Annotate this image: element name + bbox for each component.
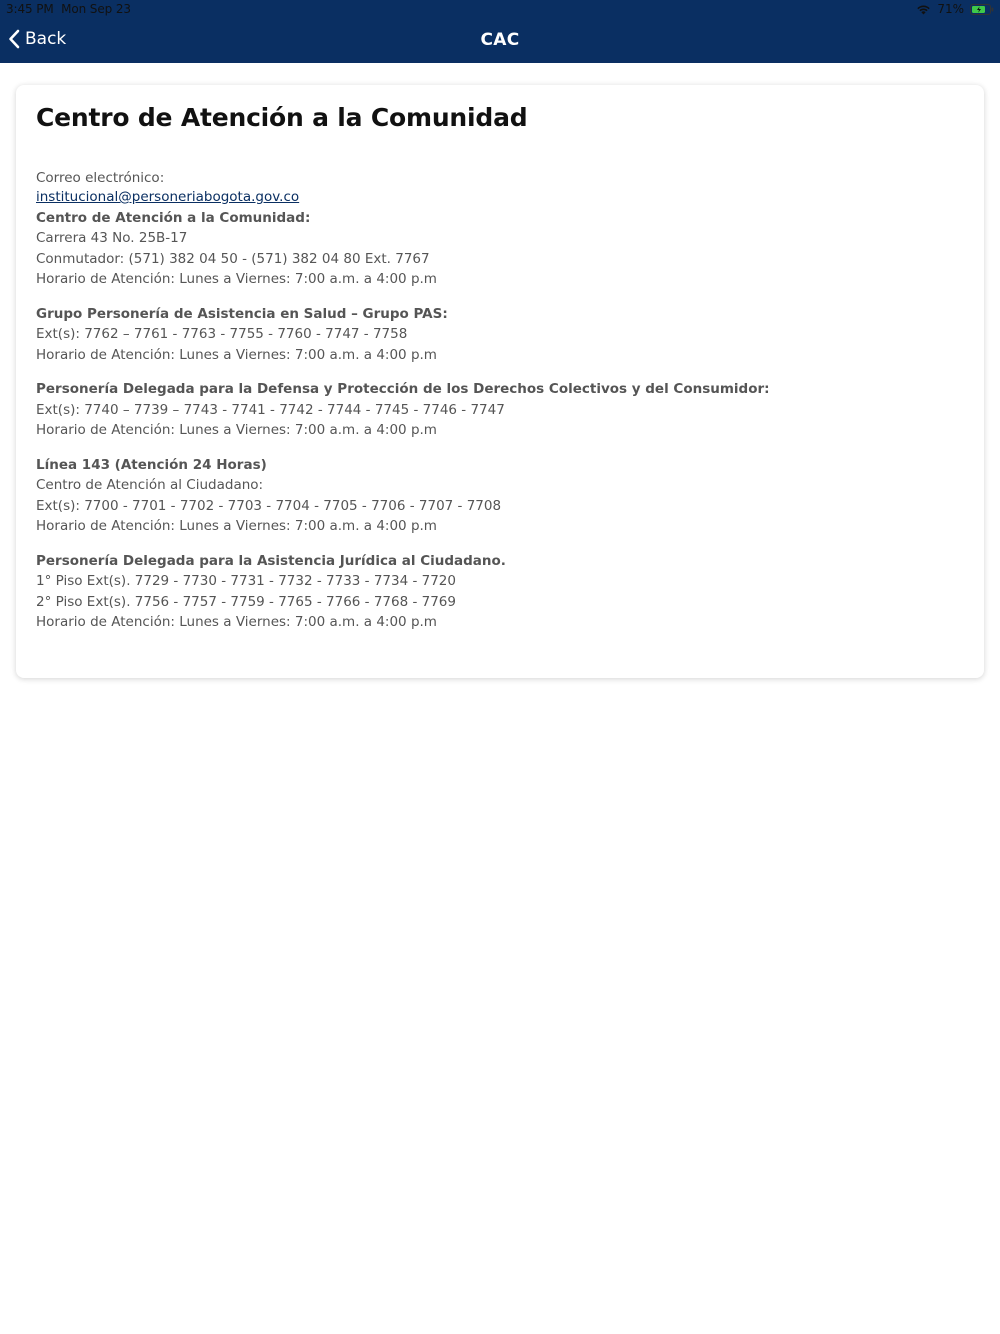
section-line: 1° Piso Ext(s). 7729 - 7730 - 7731 - 7732 - 7733 - 7734 - 7720 (36, 573, 456, 589)
section-heading: Línea 143 (Atención 24 Horas) (36, 456, 267, 473)
section-line: Horario de Atención: Lunes a Viernes: 7:00 a.m. a 4:00 p.m (36, 422, 437, 438)
section-line: Horario de Atención: Lunes a Viernes: 7:00 a.m. a 4:00 p.m (36, 346, 437, 363)
email-link[interactable]: institucional@personeriabogota.gov.co (36, 189, 300, 205)
section-centro-atencion (36, 208, 964, 290)
status-bar (0, 0, 1000, 20)
section-heading: Centro de Atención a la Comunidad: (36, 209, 311, 226)
section-line: Horario de Atención: Lunes a Viernes: 7:00 a.m. a 4:00 p.m (36, 518, 437, 534)
section-heading: Personería Delegada para la Defensa y Protección de los Derechos Colectivos y del Consumidor: (36, 381, 770, 397)
battery-icon (970, 4, 994, 15)
section-linea-143 (36, 455, 964, 537)
nav-title: CAC (480, 30, 520, 50)
wifi-icon (916, 4, 931, 15)
email-label: Correo electrónico: (36, 170, 165, 186)
back-label: Back (25, 29, 67, 49)
section-grupo-pas (36, 304, 964, 366)
top-bar (0, 0, 1000, 63)
battery-percent: 71% (937, 2, 964, 16)
section-line: Ext(s): 7762 – 7761 - 7763 - 7755 - 7760 - 7747 - 7758 (36, 326, 408, 342)
section-line: Conmutador: (571) 382 04 50 - (571) 382 04 80 Ext. 7767 (36, 250, 430, 267)
page-title: Centro de Atención a la Comunidad (36, 103, 528, 132)
section-heading: Grupo Personería de Asistencia en Salud – Grupo PAS: (36, 305, 448, 322)
section-line: Ext(s): 7700 - 7701 - 7702 - 7703 - 7704 - 7705 - 7706 - 7707 - 7708 (36, 497, 502, 514)
section-line: Horario de Atención: Lunes a Viernes: 7:00 a.m. a 4:00 p.m (36, 614, 437, 630)
section-heading: Personería Delegada para la Asistencia Jurídica al Ciudadano. (36, 552, 506, 569)
section-line: Centro de Atención al Ciudadano: (36, 477, 264, 493)
section-asistencia-juridica (36, 551, 964, 633)
navigation-bar (0, 20, 1000, 63)
card-content (36, 169, 964, 633)
section-derechos-colectivos (36, 379, 964, 441)
section-line: Ext(s): 7740 – 7739 – 7743 - 7741 - 7742 - 7744 - 7745 - 7746 - 7747 (36, 401, 505, 418)
section-line: 2° Piso Ext(s). 7756 - 7757 - 7759 - 7765 - 7766 - 7768 - 7769 (36, 593, 456, 610)
status-date: Mon Sep 23 (61, 2, 131, 16)
section-line: Horario de Atención: Lunes a Viernes: 7:00 a.m. a 4:00 p.m (36, 271, 437, 287)
section-line: Carrera 43 No. 25B-17 (36, 230, 188, 246)
status-indicators (916, 2, 994, 16)
status-time: 3:45 PM (6, 2, 54, 16)
status-time-date (6, 2, 131, 16)
info-card (16, 85, 984, 678)
